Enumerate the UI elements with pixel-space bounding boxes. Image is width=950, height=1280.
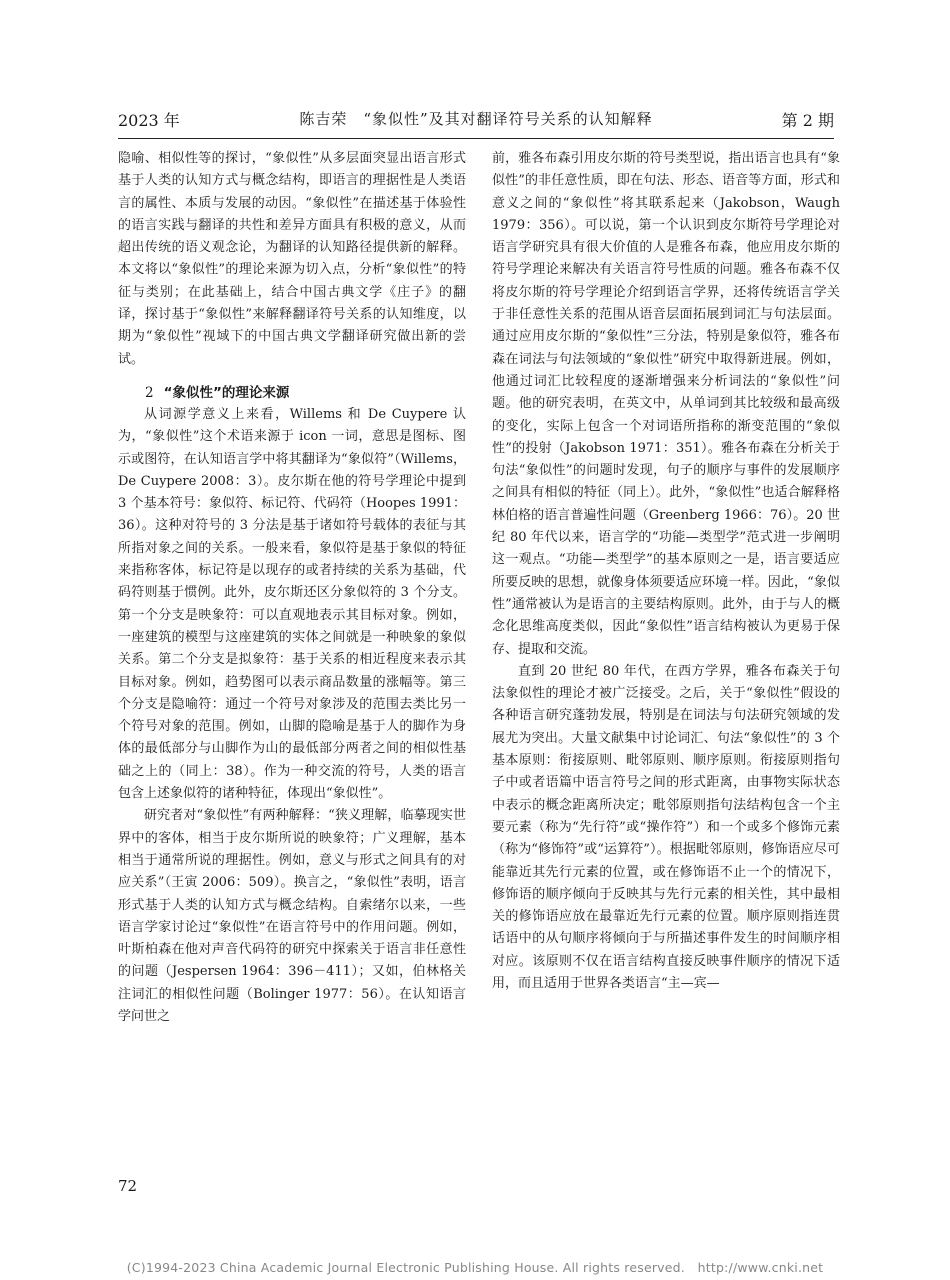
body-paragraph: 直到 20 世纪 80 年代，在西方学界，雅各布森关于句法象似性的理论才被广泛接受。之后，关于“象似性”假设的各种语言研究蓬勃发展，特别是在词法与句法研究领域的发展尤为突出。大量文献集中讨论词汇、句法“象似性”的 3 个基本原则：衔接原则、毗邻原则、顺序原则。衔接原则指句子中或者语篇中语言符号之间的形式距离，由事物实际状态中表示的概念距离所决定；毗邻原则指句法结构包含一个主要元素（称为“先行符”或“操作符”）和一个或多个修饰元素（称为“修饰符”或“运算符”）。根据毗邻原则，修饰语应尽可能靠近其先行元素的位置，或在修饰语不止一个的情况下，修饰语的顺序倾向于反映其与先行元素的相关性，其中最相关的修饰语应放在最靠近先行元素的位置。顺序原则指连贯话语中的从句顺序将倾向于与所描述事件发生的时间顺序相对应。该原则不仅在语言结构直接反映事件顺序的情况下适用，而且适用于世界各类语言“主—宾— [492,663,840,991]
copyright-footer: (C)1994-2023 China Academic Journal Electronic Publishing House. All rights reserved. http://www.cnki.net [126,1260,824,1275]
header-year: 2023 年 [118,111,180,130]
right-column [492,148,840,995]
running-header [118,108,834,130]
left-column [118,148,466,1028]
section-number: 2 [145,384,154,401]
intro-paragraph: 隐喻、相似性等的探讨，“象似性”从多层面突显出语言形式基于人类的认知方式与概念结构，即语言的理据性是人类语言的属性、本质与发展的动因。“象似性”在描述基于体验性的语言实践与翻译的共性和差异方面具有积极的意义，从而超出传统的语义观念论，为翻译的认知路径提供新的解释。本文将以“象似性”的理论来源为切入点，分析“象似性”的特征与类别；在此基础上，结合中国古典文学《庄子》的翻译，探讨基于“象似性”来解释翻译符号关系的认知维度，以期为“象似性”视域下的中国古典文学翻译研究做出新的尝试。 [118,151,466,367]
header-issue: 第 2 期 [781,111,834,130]
section-title: “象似性”的理论来源 [163,384,290,401]
body-paragraph: 前，雅各布森引用皮尔斯的符号类型说，指出语言也具有“象似性”的非任意性质，即在句法、形态、语音等方面，形式和意义之间的“象似性”将其联系起来（Jakobson，Waugh 1979：356）。可以说，第一个认识到皮尔斯符号学理论对语言学研究具有很大价值的人是雅各布森，他应用皮尔斯的符号学理论来解决有关语言符号性质的问题。雅各布森不仅将皮尔斯的符号学理论介绍到语言学界，还将传统语言学关于非任意性关系的范围从语音层面拓展到词汇与句法层面。通过应用皮尔斯的“象似性”三分法，特别是象似符，雅各布森在词法与句法领域的“象似性”研究中取得新进展。例如，他通过词汇比较程度的逐渐增强来分析词法的“象似性”问题。他的研究表明，在英文中，从单词到其比较级和最高级的变化，实际上包含一个对词语所指称的渐变范围的“象似性”的投射（Jakobson 1971：351）。雅各布森在分析关于句法“象似性”的问题时发现，句子的顺序与事件的发展顺序之间具有相似的特征（同上）。此外，“象似性”也适合解释格林伯格的语言普遍性问题（Greenberg 1966：76）。20 世纪 80 年代以来，语言学的“功能—类型学”范式进一步阐明这一观点。“功能—类型学”的基本原则之一是，语言要适应所要反映的思想，就像身体须要适应环境一样。因此，“象似性”通常被认为是语言的主要结构原则。此外，由于与人的概念化思维高度类似，因此“象似性”语言结构被认为更易于保存、提取和交流。 [492,151,840,657]
body-paragraph: 从词源学意义上来看，Willems 和 De Cuypere 认为，“象似性”这个术语来源于 icon 一词，意思是图标、图示或图符，在认知语言学中将其翻译为“象似符”（Willems，De Cuypere 2008：3）。皮尔斯在他的符号学理论中提到 3 个基本符号：象似符、标记符、代码符（Hoopes 1991：36）。这种对符号的 3 分法是基于诸如符号载体的表征与其所指对象之间的关系。一般来看，象似符是基于象似的特征来指称客体，标记符是以现存的或者持续的关系为基础，代码符则基于惯例。此外，皮尔斯还区分象似符的 3 个分支。第一个分支是映象符：可以直观地表示其目标对象。例如，一座建筑的模型与这座建筑的实体之间就是一种映象的象似关系。第二个分支是拟象符：基于关系的相近程度来表示其目标对象。例如，趋势图可以表示商品数量的涨幅等。第三个分支是隐喻符：通过一个符号对象涉及的范围去类比另一个符号对象的范围。例如，山脚的隐喻是基于人的脚作为身体的最低部分与山脚作为山的最低部分两者之间的相似性基础之上的（同上：38）。作为一种交流的符号，人类的语言包含上述象似符的诸种特征，体现出“象似性”。 [118,406,466,802]
page-number: 72 [118,1177,138,1195]
header-title: 陈吉荣 “象似性”及其对翻译符号关系的认知解释 [299,110,653,128]
body-paragraph: 研究者对“象似性”有两种解释：“狭义理解，临摹现实世界中的客体，相当于皮尔斯所说的映象符；广义理解，基本相当于通常所说的理据性。例如，意义与形式之间具有的对应关系”（王寅 2006：509）。换言之，“象似性”表明，语言形式基于人类的认知方式与概念结构。自索绪尔以来，一些语言学家讨论过“象似性”在语言符号中的作用问题。例如，叶斯柏森在他对声音代码符的研究中探索关于语言非任意性的问题（Jespersen 1964：396－411）；又如，伯林格关注词汇的相似性问题（Bolinger 1977：56）。在认知语言学问世之 [118,808,466,1024]
header-divider [118,138,834,139]
section-heading [118,382,466,404]
